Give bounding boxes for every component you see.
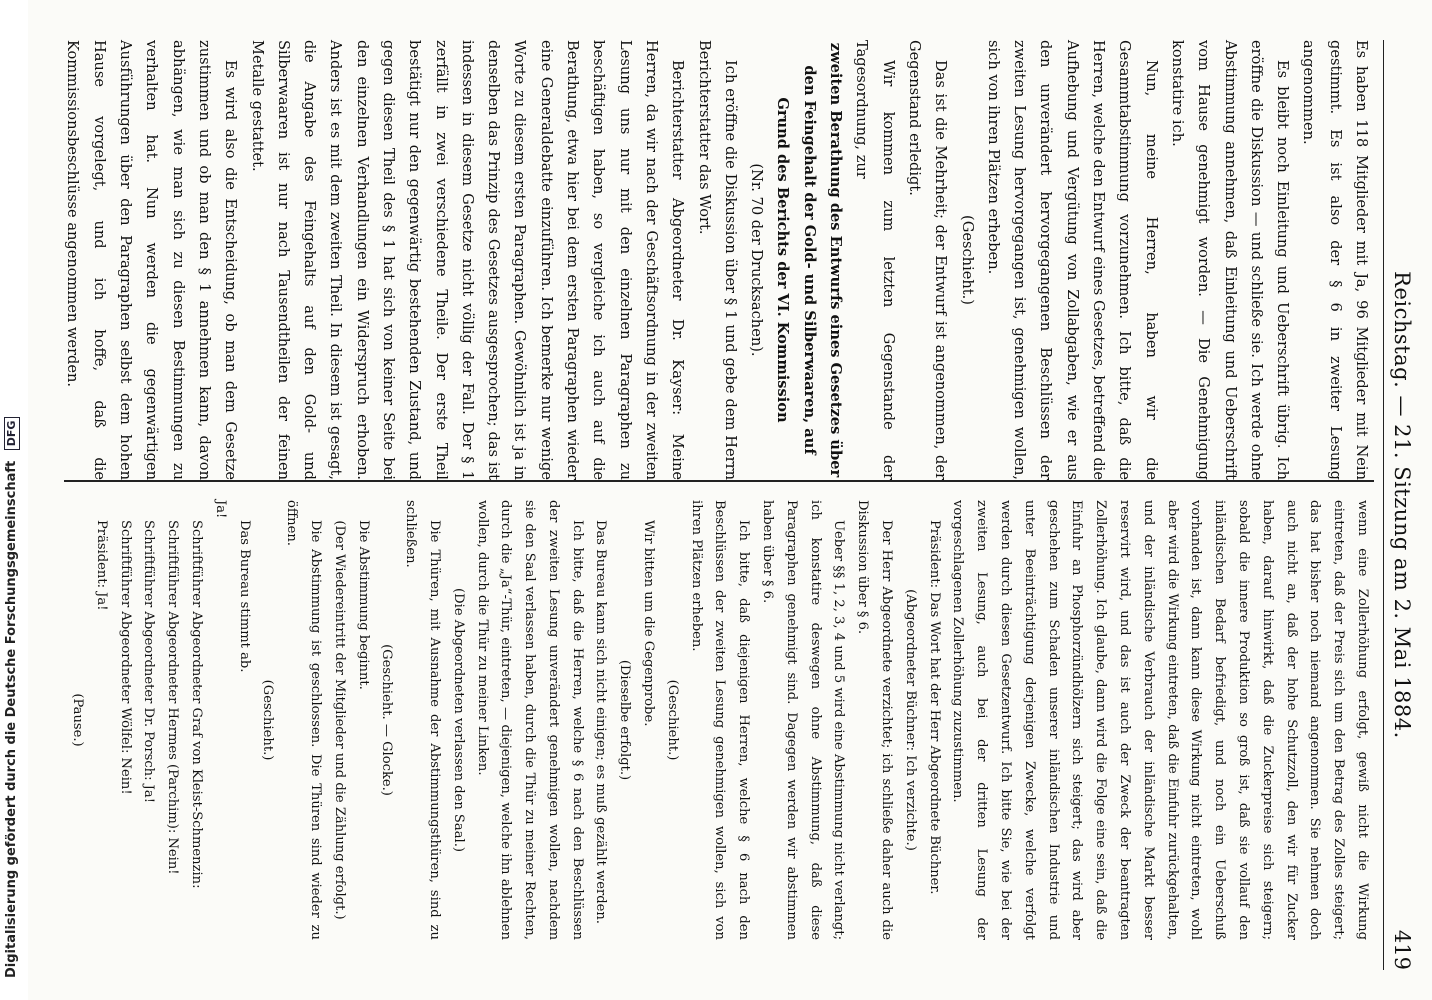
right-column-paragraph: Schriftführer Abgeordneter Dr. Porsch: Ja! xyxy=(141,520,157,803)
right-column-paragraph: (Geschieht. — Glocke.) xyxy=(379,644,395,796)
page-header xyxy=(1383,40,1418,970)
right-column-paragraph: Wir bitten um die Gegenprobe. xyxy=(641,520,657,727)
left-column xyxy=(59,40,1374,480)
rotated-page xyxy=(28,0,1432,1000)
left-column-paragraph: (Geschieht.) xyxy=(958,215,976,305)
right-column-paragraph: Ich bitte, daß die Herren, welche § 6 nach den Beschlüssen der zweiten Lesung unverändert genehmigen wollen, nachdem sie den Saal verlassen haben, durch die Thür zu meiner Rechten, durch die „Ja“-Thür, eintreten, — diejenigen, welche ihn ablehnen wollen, durch die Thür zu meiner Linken. xyxy=(474,500,585,940)
footer-strip xyxy=(0,0,28,1000)
left-column-paragraph: Nun, meine Herren, haben wir die Gesammtabstimmung vorzunehmen. Ich bitte, daß die Herren, welche den Entwurf eines Gesetzes, betreffend die Aufhebung und Vergütung von Zollabgaben, wie er aus den unverändert hervorgegangenen Beschlüssen der zweiten Lesung hervorgegangen ist, genehmigen wollen, sich von ihren Plätzen erheben. xyxy=(984,40,1160,480)
dfg-logo: DFG xyxy=(4,417,20,451)
left-column-paragraph: Wir kommen zum letzten Gegenstande der Tagesordnung, zur xyxy=(853,40,897,480)
right-column-paragraph: Schriftführer Abgeordneter Hermes (Parchim): Nein! xyxy=(165,520,181,875)
left-column-paragraph: Berichterstatter Abgeordneter Dr. Kayser: Meine Herren, da wir nach der Geschäftsordnung in der zweiten Lesung uns nur mit den einzelnen Paragraphen zu beschäftigen haben, so vergleiche ich auch auf die Berathung, etwa hier bei dem ersten Paragraphen wieder eine Generaldebatte einzuführen. Ich bemerke nur wenige Worte zu diesem ersten Paragraphen. Gewöhnlich ist ja in denselben das Prinzip des Gesetzes ausgesprochen; das ist indessen in diesem Gesetze nicht völlig der Fall. Der § 1 zerfällt in zwei verschiedene Theile. Der erste Theil bestätigt nur den gegenwärtig bestehenden Zustand, und gegen diesen Theil des § 1 hat sich von keiner Seite bei den einzelnen Verhandlungen ein Widerspruch erhoben. Anders ist es mit dem zweiten Theil. In diesem ist gesagt, die Angabe des Feingehalts auf den Gold- und Silberwaaren ist nur nach Tausendtheilen der feinen Metalle gestattet. xyxy=(248,40,687,480)
right-column xyxy=(65,500,1374,940)
right-column-paragraph: Das Bureau stimmt ab. xyxy=(236,520,252,673)
right-column-paragraph: (Dieselbe erfolgt.) xyxy=(617,659,633,781)
page-number: 419 xyxy=(1390,929,1414,970)
left-column-paragraph: Ich eröffne die Diskussion über § 1 und gebe dem Herrn Berichterstatter das Wort. xyxy=(695,40,739,480)
right-column-paragraph: Die Thüren, mit Ausnahme der Abstimmungsthüren, sind zu schließen. xyxy=(403,500,442,940)
left-column-paragraph: Das ist die Mehrheit; der Entwurf ist angenommen, der Gegenstand erledigt. xyxy=(905,40,950,480)
right-column-paragraph: Schriftführer Abgeordneter Graf von Kleist-Schmenzin: xyxy=(188,520,204,889)
footer xyxy=(4,4,24,994)
left-column-paragraph: Es wird also die Entscheidung, ob man dem Gesetze zustimmen und ob man den § 1 annehmen kann, davon abhängen, wie man sich zu diesen Bestimmungen zu verhalten hat. Nun werden die gegenwärtigen Ausführungen über den Paragraphen selbst dem hohen Hause vorgelegt, und ich hoffe, daß die Kommissionsbeschlüsse angenommen werden. xyxy=(64,40,240,480)
right-column-paragraph: Präsident: Das Wort hat der Herr Abgeordnete Büchner. xyxy=(926,520,942,895)
right-column-paragraph: (Der Wiedereintritt der Mitglieder und die Zählung erfolgt.) xyxy=(331,520,347,920)
right-column-paragraph: (Die Abgeordneten verlassen den Saal.) xyxy=(450,588,466,852)
left-column-paragraph: Es bleibt noch Einleitung und Ueberschrift übrig. Ich eröffne die Diskussion — und schließe sie. Ich werde ohne Abstimmung annehmen, daß Einleitung und Ueberschrift vom Hause genehmigt worden. — Die Genehmigung konstatire ich. xyxy=(1168,40,1292,480)
right-column-paragraph: (Pause.) xyxy=(69,693,85,747)
right-column-paragraph: Das Bureau kann sich nicht einigen; es muß gezählt werden. xyxy=(593,520,609,924)
right-column-paragraph: wenn eine Zollerhöhung erfolgt, gewiß nicht die Wirkung eintreten, daß der Preis sich um den Betrag des Zolles steigert; das hat bisher noch niemand angenommen. Sie nehmen doch auch nicht an, daß der hohe Schutzzoll, den wir für Zucker haben, darauf hinwirkt, daß die Zuckerpreise sich steigern; sobald die innere Produktion so groß ist, daß sie vollauf den inländischen Bedarf befriedigt, und noch ein Ueberschuß vorhanden ist, dann kann diese Wirkung nicht eintreten, wohl aber wird die Wirkung eintreten, daß die Einfuhr zurückgehalten, und der inländische Verbrauch der inländische Markt besser reservirt wird, und das ist auch der Zweck der beantragten Zollerhöhung. Ich glaube, dann wird die Folge eine sein, daß die Einfuhr an Phosphorzündhölzern sich steigert; das wird aber geschehen zum Schaden unserer inländischen Industrie und unter Beeinträchtigung derjenigen Zwecke, welche verfolgt werden durch diesen Gesetzentwurf. Ich bitte Sie, wie bei der zweiten Lesung, auch bei der dritten Lesung der vorgeschlagenen Zollerhöhung zuzustimmen. xyxy=(950,500,1370,940)
right-column-paragraph: (Geschieht.) xyxy=(664,679,680,761)
left-column-paragraph: (Nr. 70 der Drucksachen). xyxy=(748,163,766,357)
right-column-paragraph: Ja! xyxy=(212,500,228,519)
right-column-paragraph: Schriftführer Abgeordneter Wölfel: Nein! xyxy=(117,520,133,795)
right-column-paragraph: Der Herr Abgeordnete verzichtet; ich schließe daher auch die Diskussion über § 6. xyxy=(855,500,895,940)
right-column-paragraph: Ich bitte, daß diejenigen Herren, welche § 6 nach den Beschlüssen der zweiten Lesung genehmigen wollen, sich von ihren Plätzen erheben. xyxy=(688,500,752,940)
page-title: Reichstag. — 21. Sitzung am 2. Mai 1884. xyxy=(1390,271,1414,739)
right-column-paragraph: Ueber §§ 1, 2, 3, 4 und 5 wird eine Abstimmung nicht verlangt; ich konstatire deswegen ohne Abstimmung, daß diese Paragraphen genehmigt sind. Dagegen werden wir abstimmen haben über § 6. xyxy=(760,500,847,940)
right-column-paragraph: Die Abstimmung beginnt. xyxy=(355,520,371,690)
right-column-paragraph: (Geschieht.) xyxy=(260,679,276,761)
left-column-paragraph: zweiten Berathung des Entwurfs eines Gesetzes über den Feingehalt der Gold- und Silberwaaren, auf Grund des Berichts der VI. Kommission xyxy=(774,42,845,478)
footer-credit xyxy=(4,417,20,978)
right-column-paragraph: Präsident: Ja! xyxy=(93,520,109,611)
footer-credit-text: Digitalisierung gefördert durch die Deutsche Forschungsgemeinschaft xyxy=(4,460,19,978)
left-column-paragraph: Es haben 118 Mitglieder mit Ja, 96 Mitglieder mit Nein gestimmt. Es ist also der § 6 in zweiter Lesung angenommen. xyxy=(1300,40,1370,480)
right-column-paragraph: Die Abstimmung ist geschlossen. Die Thüren sind wieder zu öffnen. xyxy=(284,500,323,940)
right-column-paragraph: (Abgeordneter Büchner: Ich verzichte.) xyxy=(902,589,918,851)
column-divider xyxy=(64,480,1374,482)
